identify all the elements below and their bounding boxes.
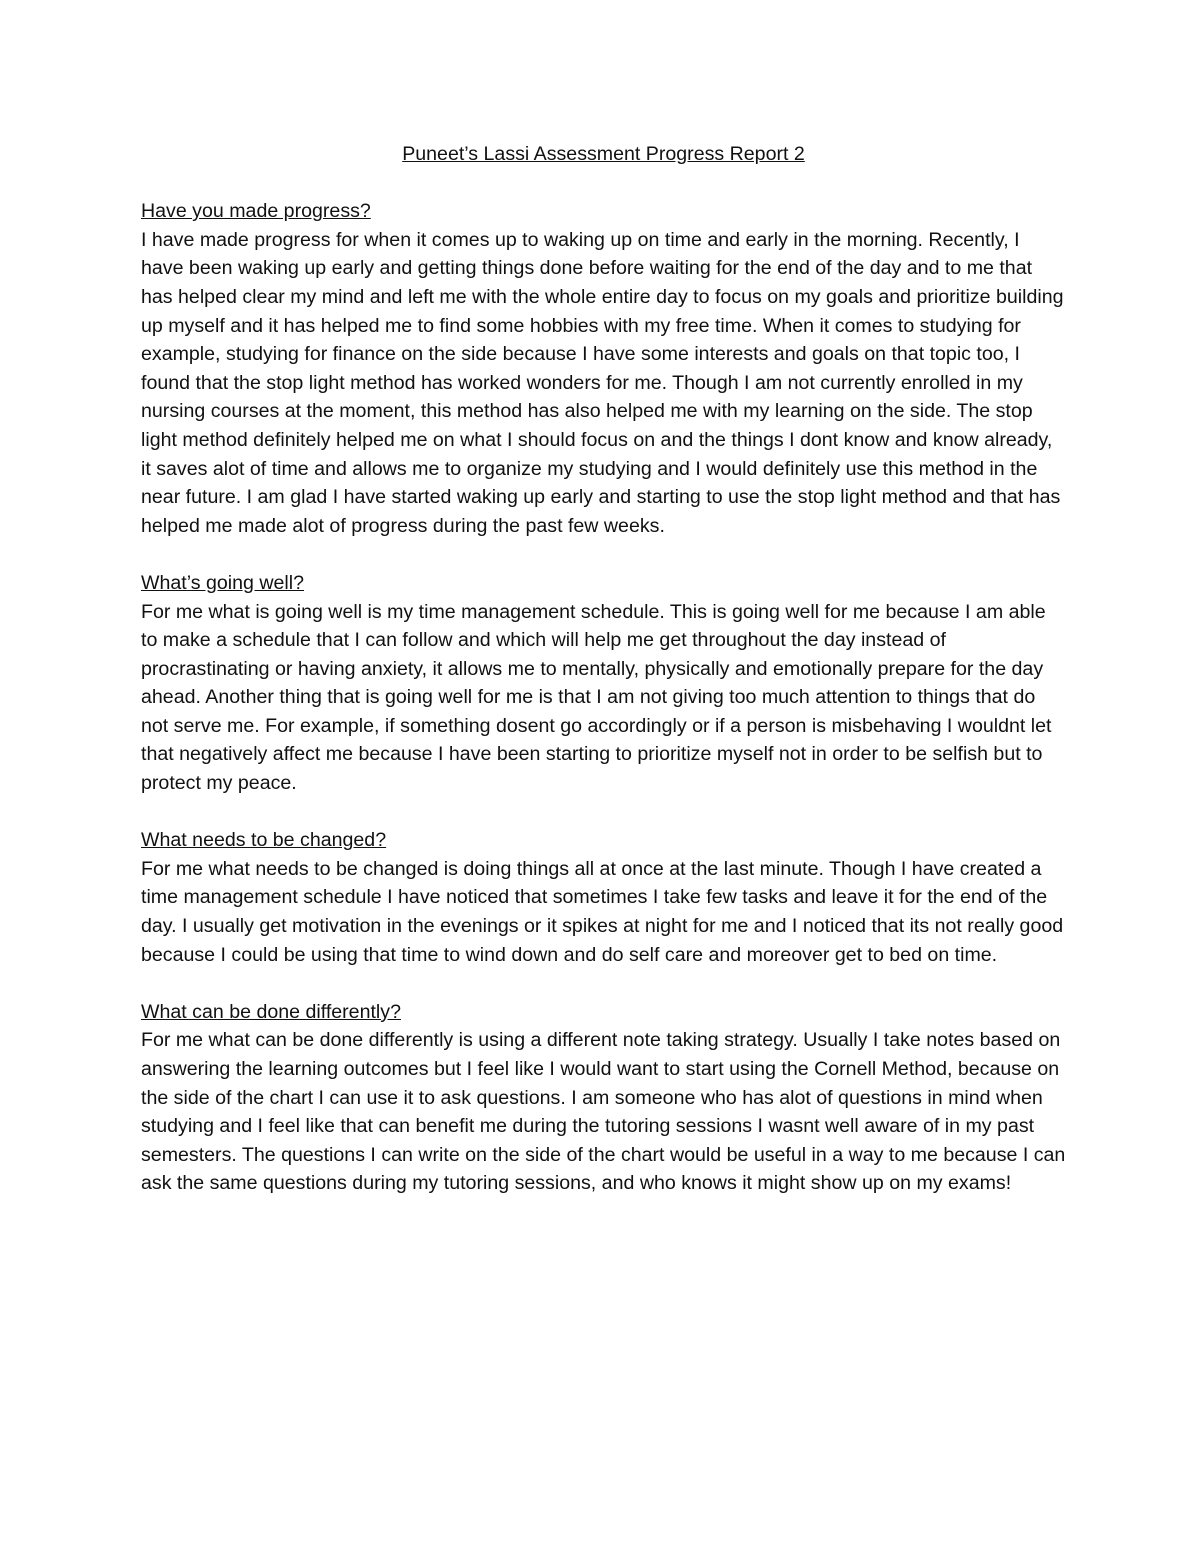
section-heading: Have you made progress? xyxy=(141,200,371,223)
section-body: I have made progress for when it comes up to waking up on time and early in the morning. Recently, I have been waking up early and getting things done before waiting for the end of the day and to me that has helped clear my mind and left me with the whole entire day to focus on my goals and prioritize building up myself and it has helped me to find some hobbies with my free time. When it comes to studying for example, studying for finance on the side because I have some interests and goals on that topic too, I found that the stop light method has worked wonders for me. Though I am not currently enrolled in my nursing courses at the moment, this method has also helped me with my learning on the side. The stop light method definitely helped me on what I should focus on and the things I dont know and know already, it saves alot of time and allows me to organize my studying and I would definitely use this method in the near future. I am glad I have started waking up early and starting to use the stop light method and that has helped me made alot of progress during the past few weeks. xyxy=(141,228,1064,537)
section-heading: What needs to be changed? xyxy=(141,829,387,852)
section-body: For me what needs to be changed is doing things all at once at the last minute. Though I have created a time management schedule I have noticed that sometimes I take few tasks and leave it for the end of the day. I usually get motivation in the evenings or it spikes at night for me and I noticed that its not really good because I could be using that time to wind down and do self care and moreover get to bed on time. xyxy=(141,857,1064,966)
section-going-well xyxy=(141,569,1066,798)
document-title: Puneet’s Lassi Assessment Progress Report 2 xyxy=(402,143,805,165)
section-done-differently xyxy=(141,998,1066,1198)
section-heading: What can be done differently? xyxy=(141,1000,401,1023)
section-needs-change xyxy=(141,826,1066,969)
section-heading: What’s going well? xyxy=(141,571,305,594)
section-body: For me what is going well is my time management schedule. This is going well for me because I am able to make a schedule that I can follow and which will help me get throughout the day instead of procrastinating or having anxiety, it allows me to mentally, physically and emotionally prepare for the day ahead. Another thing that is going well for me is that I am not giving too much attention to things that do not serve me. For example, if something dosent go accordingly or if a person is misbehaving I wouldnt let that negatively affect me because I have been starting to prioritize myself not in order to be selfish but to protect my peace. xyxy=(141,600,1052,795)
section-body: For me what can be done differently is using a different note taking strategy. Usually I take notes based on answering the learning outcomes but I feel like I would want to start using the Cornell Method, because on the side of the chart I can use it to ask questions. I am someone who has alot of questions in mind when studying and I feel like that can benefit me during the tutoring sessions I wasnt well aware of in my past semesters. The questions I can write on the side of the chart would be useful in a way to me because I can ask the same questions during my tutoring sessions, and who knows it might show up on my exams! xyxy=(141,1029,1066,1195)
document-page xyxy=(141,140,1066,1227)
section-progress xyxy=(141,197,1066,540)
